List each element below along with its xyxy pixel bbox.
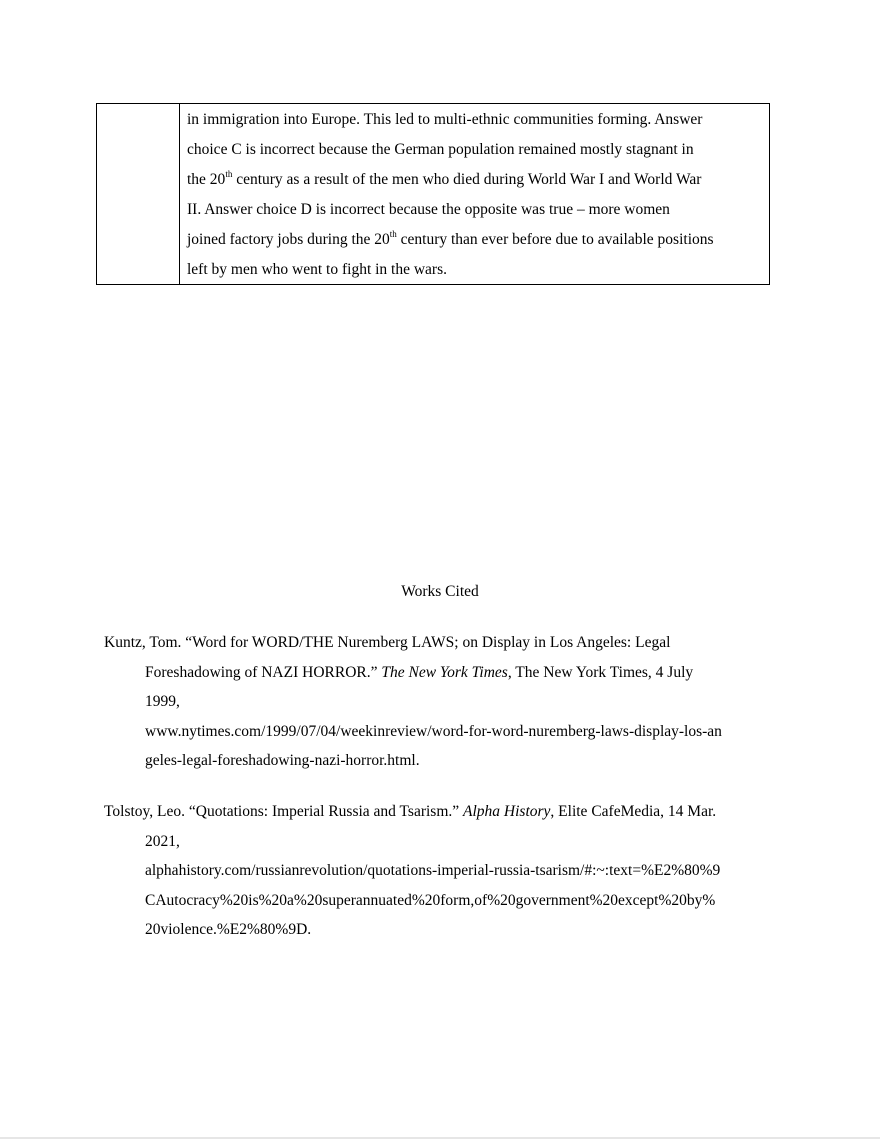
- citation-line: [104, 658, 784, 688]
- text-run: century than ever before due to available positions: [396, 231, 714, 248]
- text-run: Foreshadowing of NAZI HORROR.”: [145, 663, 382, 681]
- citation-url-line: www.nytimes.com/1999/07/04/weekinreview/word-for-word-nuremberg-laws-display-los-an: [145, 722, 722, 740]
- table-text-line: II. Answer choice D is incorrect because the opposite was true – more women: [187, 201, 670, 218]
- citation-line: Kuntz, Tom. “Word for WORD/THE Nuremberg LAWS; on Display in Los Angeles: Legal: [104, 634, 671, 651]
- superscript: th: [225, 169, 233, 179]
- answer-explanation-table: [96, 103, 770, 285]
- table-text-line: [187, 165, 763, 195]
- citation-url-line: alphahistory.com/russianrevolution/quotations-imperial-russia-tsarism/#:~:text=%E2%80%9: [145, 862, 721, 879]
- superscript: th: [389, 229, 397, 239]
- text-run: Tolstoy, Leo. “Quotations: Imperial Russia and Tsarism.”: [104, 803, 464, 820]
- text-run: century as a result of the men who died during World War I and World War: [232, 171, 702, 188]
- citation-url-line: 20violence.%E2%80%9D.: [145, 921, 312, 938]
- table-text-line: choice C is incorrect because the German population remained mostly stagnant in: [187, 141, 694, 158]
- text-run: joined factory jobs during the 20: [187, 231, 390, 248]
- table-explanation-cell: [180, 104, 769, 284]
- publication-title: The New York Times: [381, 663, 508, 681]
- text-run: the 20: [187, 171, 226, 188]
- table-text-line: [187, 225, 763, 255]
- citation-line: [104, 797, 784, 827]
- citation-line: 2021,: [145, 832, 180, 850]
- publication-title: Alpha History: [463, 803, 551, 820]
- table-text-line: in immigration into Europe. This led to multi-ethnic communities forming. Answer: [187, 111, 703, 128]
- citation-entry-kuntz: [104, 628, 784, 776]
- table-text-line: left by men who went to fight in the wars.: [187, 261, 448, 278]
- works-cited-heading: Works Cited: [401, 583, 479, 600]
- citation-url-line: CAutocracy%20is%20a%20superannuated%20form,of%20government%20except%20by%: [145, 891, 716, 909]
- text-run: , The New York Times, 4 July: [507, 663, 694, 681]
- citation-entry-tolstoy: [104, 797, 784, 945]
- citation-url-line: geles-legal-foreshadowing-nazi-horror.html.: [145, 752, 420, 769]
- citation-line: 1999,: [145, 693, 180, 710]
- text-run: , Elite CafeMedia, 14 Mar.: [550, 803, 717, 820]
- table-left-cell: [97, 104, 180, 284]
